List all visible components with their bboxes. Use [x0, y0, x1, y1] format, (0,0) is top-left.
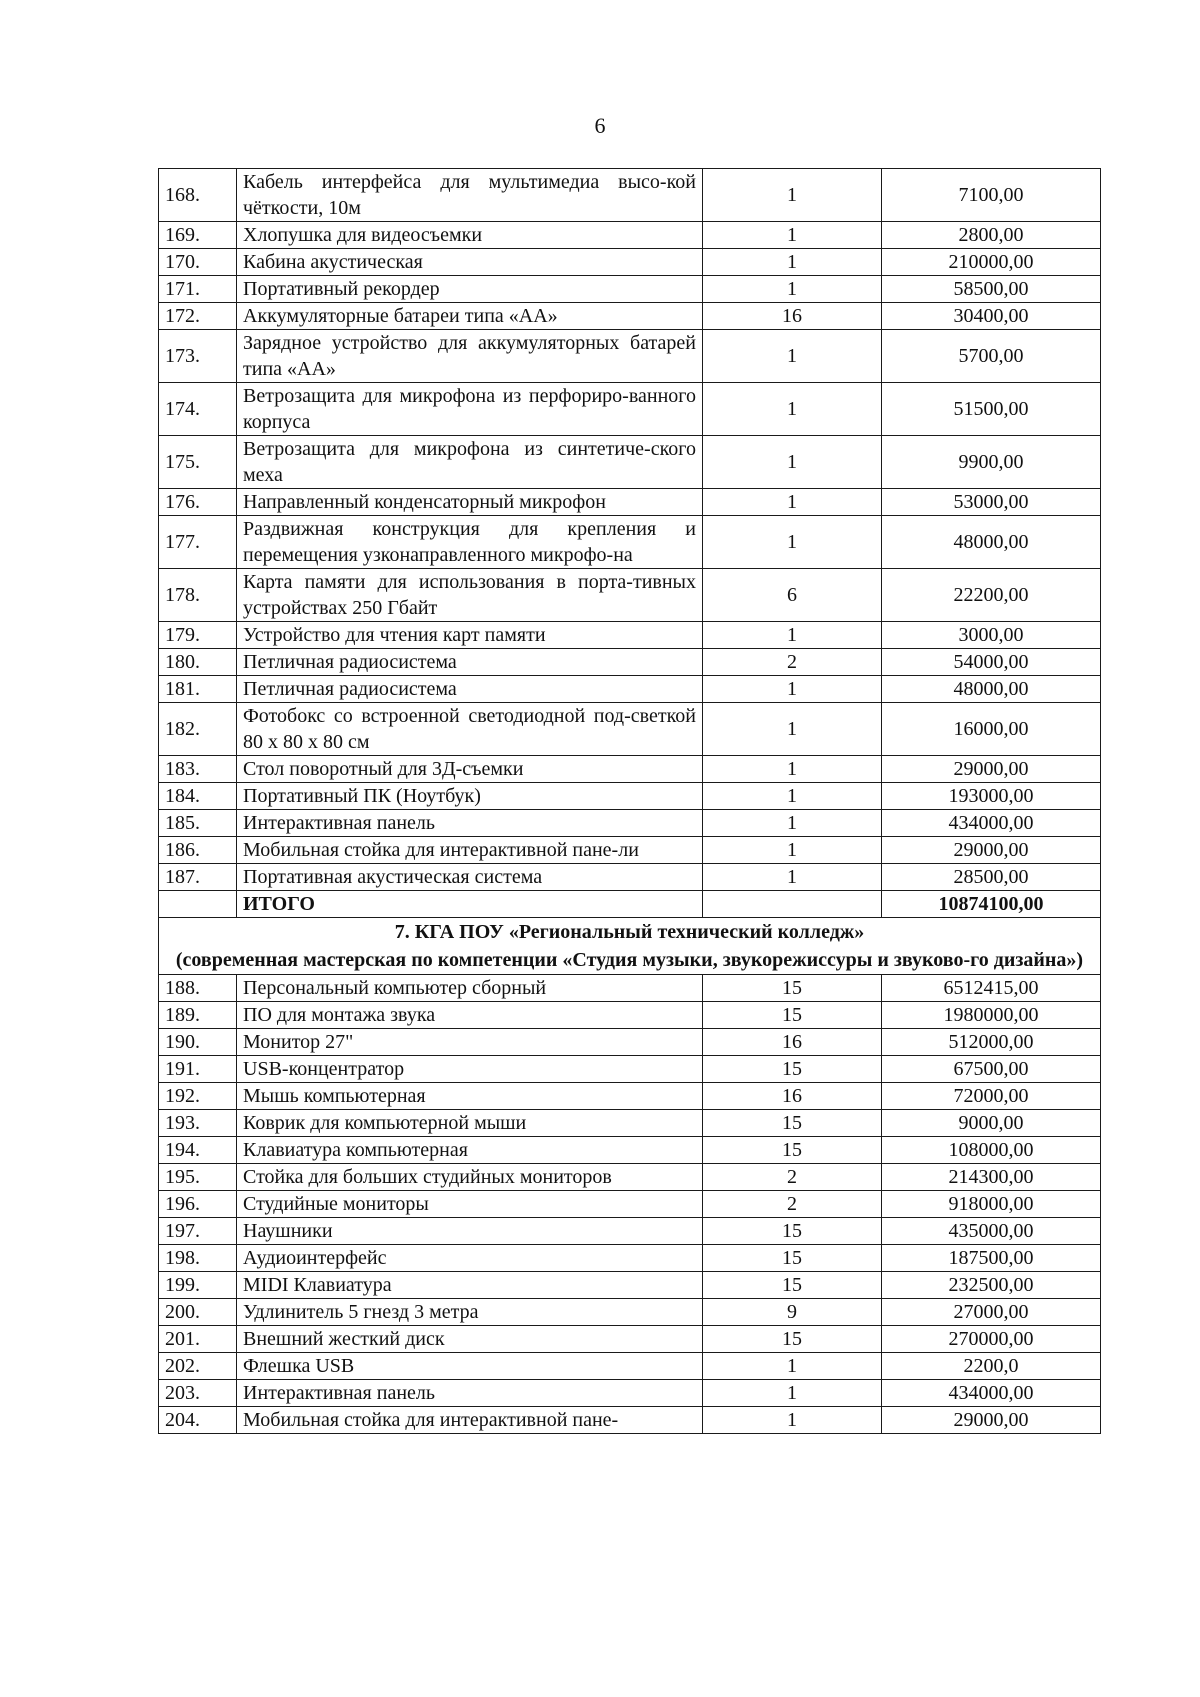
- item-name: Петличная радиосистема: [237, 676, 703, 703]
- table-row: [159, 975, 1101, 1002]
- item-quantity: 1: [703, 516, 882, 569]
- row-number: 190.: [159, 1029, 237, 1056]
- item-name: MIDI Клавиатура: [237, 1272, 703, 1299]
- item-sum: 27000,00: [882, 1299, 1101, 1326]
- table-row: [159, 676, 1101, 703]
- item-name: Флешка USB: [237, 1353, 703, 1380]
- row-number: 188.: [159, 975, 237, 1002]
- item-sum: 5700,00: [882, 330, 1101, 383]
- item-sum: 435000,00: [882, 1218, 1101, 1245]
- item-sum: 48000,00: [882, 516, 1101, 569]
- table-row: [159, 756, 1101, 783]
- table-row: [159, 1299, 1101, 1326]
- table-row: [159, 436, 1101, 489]
- table-row: [159, 1029, 1101, 1056]
- table-row: [159, 837, 1101, 864]
- item-sum: 67500,00: [882, 1056, 1101, 1083]
- table-row: [159, 1110, 1101, 1137]
- item-sum: 108000,00: [882, 1137, 1101, 1164]
- row-number: 198.: [159, 1245, 237, 1272]
- item-sum: 9900,00: [882, 436, 1101, 489]
- item-name: Аккумуляторные батареи типа «АА»: [237, 303, 703, 330]
- item-sum: 51500,00: [882, 383, 1101, 436]
- item-name: Зарядное устройство для аккумуляторных батарей типа «АА»: [237, 330, 703, 383]
- table-row: [159, 649, 1101, 676]
- row-number: 201.: [159, 1326, 237, 1353]
- item-name: Раздвижная конструкция для крепления и перемещения узконаправленного микрофо-на: [237, 516, 703, 569]
- item-sum: 72000,00: [882, 1083, 1101, 1110]
- table-row: [159, 1353, 1101, 1380]
- item-quantity: 2: [703, 1164, 882, 1191]
- item-quantity: 15: [703, 1218, 882, 1245]
- item-name: Удлинитель 5 гнезд 3 метра: [237, 1299, 703, 1326]
- row-number: 178.: [159, 569, 237, 622]
- row-number: 176.: [159, 489, 237, 516]
- table-row: [159, 1056, 1101, 1083]
- table-row: [159, 1218, 1101, 1245]
- item-sum: 187500,00: [882, 1245, 1101, 1272]
- item-quantity: 16: [703, 1029, 882, 1056]
- row-number: 181.: [159, 676, 237, 703]
- table-row: [159, 703, 1101, 756]
- item-name: Кабель интерфейса для мультимедиа высо-кой чёткости, 10м: [237, 169, 703, 222]
- table-row: [159, 1191, 1101, 1218]
- item-sum: 48000,00: [882, 676, 1101, 703]
- row-number: 194.: [159, 1137, 237, 1164]
- table-row: [159, 330, 1101, 383]
- item-sum: 214300,00: [882, 1164, 1101, 1191]
- row-number: 180.: [159, 649, 237, 676]
- item-quantity: 1: [703, 383, 882, 436]
- row-number: 179.: [159, 622, 237, 649]
- item-name: Клавиатура компьютерная: [237, 1137, 703, 1164]
- row-number: 204.: [159, 1407, 237, 1434]
- item-sum: 29000,00: [882, 756, 1101, 783]
- item-name: Наушники: [237, 1218, 703, 1245]
- item-quantity: 1: [703, 622, 882, 649]
- row-number: 173.: [159, 330, 237, 383]
- item-quantity: 1: [703, 249, 882, 276]
- table-row: [159, 489, 1101, 516]
- row-number: 174.: [159, 383, 237, 436]
- table-row: [159, 1083, 1101, 1110]
- item-name: Портативный ПК (Ноутбук): [237, 783, 703, 810]
- item-name: Коврик для компьютерной мыши: [237, 1110, 703, 1137]
- item-sum: 54000,00: [882, 649, 1101, 676]
- item-sum: 29000,00: [882, 1407, 1101, 1434]
- row-number: 192.: [159, 1083, 237, 1110]
- row-number: 195.: [159, 1164, 237, 1191]
- row-number: 172.: [159, 303, 237, 330]
- row-number: 189.: [159, 1002, 237, 1029]
- item-quantity: 16: [703, 303, 882, 330]
- row-number: 185.: [159, 810, 237, 837]
- table-row: [159, 383, 1101, 436]
- item-quantity: 1: [703, 1380, 882, 1407]
- item-name: Стойка для больших студийных мониторов: [237, 1164, 703, 1191]
- item-sum: 28500,00: [882, 864, 1101, 891]
- section-title: 7. КГА ПОУ «Региональный технический колледж»: [394, 921, 865, 943]
- table-row: [159, 222, 1101, 249]
- row-number: 193.: [159, 1110, 237, 1137]
- item-sum: 29000,00: [882, 837, 1101, 864]
- table-row: [159, 864, 1101, 891]
- table-row: [159, 1407, 1101, 1434]
- item-sum: 16000,00: [882, 703, 1101, 756]
- item-name: Портативная акустическая система: [237, 864, 703, 891]
- item-sum: 6512415,00: [882, 975, 1101, 1002]
- table-row: [159, 622, 1101, 649]
- item-quantity: 1: [703, 1407, 882, 1434]
- item-sum: 918000,00: [882, 1191, 1101, 1218]
- item-sum: 193000,00: [882, 783, 1101, 810]
- item-sum: 232500,00: [882, 1272, 1101, 1299]
- item-name: Хлопушка для видеосъемки: [237, 222, 703, 249]
- item-name: Монитор 27": [237, 1029, 703, 1056]
- table-row: [159, 569, 1101, 622]
- section-heading: [159, 918, 1101, 975]
- item-name: Мышь компьютерная: [237, 1083, 703, 1110]
- item-name: Фотобокс со встроенной светодиодной под-светкой 80 х 80 х 80 см: [237, 703, 703, 756]
- item-name: Кабина акустическая: [237, 249, 703, 276]
- item-quantity: 1: [703, 169, 882, 222]
- item-name: Мобильная стойка для интерактивной пане-: [237, 1407, 703, 1434]
- item-sum: 2800,00: [882, 222, 1101, 249]
- row-number: 177.: [159, 516, 237, 569]
- equipment-table: [158, 168, 1101, 1434]
- item-sum: 53000,00: [882, 489, 1101, 516]
- item-sum: 30400,00: [882, 303, 1101, 330]
- item-sum: 434000,00: [882, 810, 1101, 837]
- item-name: USB-концентратор: [237, 1056, 703, 1083]
- item-quantity: 1: [703, 756, 882, 783]
- item-quantity: 15: [703, 1326, 882, 1353]
- item-sum: 22200,00: [882, 569, 1101, 622]
- table-row: [159, 783, 1101, 810]
- section-heading-row: [159, 918, 1101, 975]
- total-qty-cell: [703, 891, 882, 918]
- row-number: 170.: [159, 249, 237, 276]
- table-row: [159, 1164, 1101, 1191]
- item-sum: 3000,00: [882, 622, 1101, 649]
- item-quantity: 1: [703, 436, 882, 489]
- item-quantity: 1: [703, 783, 882, 810]
- row-number: 175.: [159, 436, 237, 489]
- row-number: 203.: [159, 1380, 237, 1407]
- item-name: Интерактивная панель: [237, 1380, 703, 1407]
- table-row: [159, 276, 1101, 303]
- row-number: 187.: [159, 864, 237, 891]
- table-row: [159, 1326, 1101, 1353]
- item-quantity: 1: [703, 222, 882, 249]
- row-number: 182.: [159, 703, 237, 756]
- item-name: Направленный конденсаторный микрофон: [237, 489, 703, 516]
- row-number: 169.: [159, 222, 237, 249]
- item-sum: 58500,00: [882, 276, 1101, 303]
- row-number: 197.: [159, 1218, 237, 1245]
- item-quantity: 15: [703, 975, 882, 1002]
- item-name: Портативный рекордер: [237, 276, 703, 303]
- item-name: ПО для монтажа звука: [237, 1002, 703, 1029]
- row-number: 202.: [159, 1353, 237, 1380]
- page-number: 6: [594, 113, 606, 138]
- table-row: [159, 810, 1101, 837]
- table-row: [159, 249, 1101, 276]
- item-name: Интерактивная панель: [237, 810, 703, 837]
- table-row: [159, 1002, 1101, 1029]
- row-number: 171.: [159, 276, 237, 303]
- item-name: Студийные мониторы: [237, 1191, 703, 1218]
- table-body-b: [159, 975, 1101, 1434]
- item-quantity: 15: [703, 1002, 882, 1029]
- table-row: [159, 516, 1101, 569]
- table-row: [159, 1245, 1101, 1272]
- item-name: Аудиоинтерфейс: [237, 1245, 703, 1272]
- item-quantity: 1: [703, 837, 882, 864]
- item-sum: 434000,00: [882, 1380, 1101, 1407]
- item-quantity: 1: [703, 676, 882, 703]
- item-sum: 1980000,00: [882, 1002, 1101, 1029]
- item-name: Персональный компьютер сборный: [237, 975, 703, 1002]
- row-number: 199.: [159, 1272, 237, 1299]
- item-quantity: 1: [703, 864, 882, 891]
- item-quantity: 2: [703, 649, 882, 676]
- item-quantity: 9: [703, 1299, 882, 1326]
- item-name: Ветрозащита для микрофона из перфориро-ванного корпуса: [237, 383, 703, 436]
- item-quantity: 15: [703, 1245, 882, 1272]
- item-sum: 9000,00: [882, 1110, 1101, 1137]
- item-quantity: 15: [703, 1272, 882, 1299]
- table-row: [159, 1137, 1101, 1164]
- total-row: [159, 891, 1101, 918]
- item-name: Внешний жесткий диск: [237, 1326, 703, 1353]
- row-number: 186.: [159, 837, 237, 864]
- row-number: 184.: [159, 783, 237, 810]
- item-quantity: 1: [703, 810, 882, 837]
- item-name: Петличная радиосистема: [237, 649, 703, 676]
- item-sum: 2200,0: [882, 1353, 1101, 1380]
- item-name: Стол поворотный для 3Д-съемки: [237, 756, 703, 783]
- row-number: 168.: [159, 169, 237, 222]
- row-number: 191.: [159, 1056, 237, 1083]
- item-quantity: 2: [703, 1191, 882, 1218]
- item-quantity: 1: [703, 330, 882, 383]
- item-quantity: 1: [703, 489, 882, 516]
- row-number: 183.: [159, 756, 237, 783]
- table-row: [159, 303, 1101, 330]
- row-number: 196.: [159, 1191, 237, 1218]
- item-sum: 210000,00: [882, 249, 1101, 276]
- table-total: [159, 891, 1101, 975]
- item-name: Мобильная стойка для интерактивной пане-ли: [237, 837, 703, 864]
- item-quantity: 6: [703, 569, 882, 622]
- item-quantity: 15: [703, 1056, 882, 1083]
- total-sum: 10874100,00: [882, 891, 1101, 918]
- table-row: [159, 1272, 1101, 1299]
- item-sum: 512000,00: [882, 1029, 1101, 1056]
- total-num-cell: [159, 891, 237, 918]
- table-body-a: [159, 169, 1101, 891]
- item-quantity: 15: [703, 1110, 882, 1137]
- item-name: Ветрозащита для микрофона из синтетиче-ского меха: [237, 436, 703, 489]
- item-sum: 270000,00: [882, 1326, 1101, 1353]
- section-subtitle: (современная мастерская по компетенции «Студия музыки, звукорежиссуры и звуково-го дизайна»): [175, 949, 1084, 971]
- table-row: [159, 169, 1101, 222]
- item-quantity: 1: [703, 1353, 882, 1380]
- item-name: Устройство для чтения карт памяти: [237, 622, 703, 649]
- item-quantity: 1: [703, 703, 882, 756]
- table-row: [159, 1380, 1101, 1407]
- row-number: 200.: [159, 1299, 237, 1326]
- item-quantity: 15: [703, 1137, 882, 1164]
- item-quantity: 1: [703, 276, 882, 303]
- total-label: ИТОГО: [237, 891, 703, 918]
- item-quantity: 16: [703, 1083, 882, 1110]
- item-sum: 7100,00: [882, 169, 1101, 222]
- item-name: Карта памяти для использования в порта-тивных устройствах 250 Гбайт: [237, 569, 703, 622]
